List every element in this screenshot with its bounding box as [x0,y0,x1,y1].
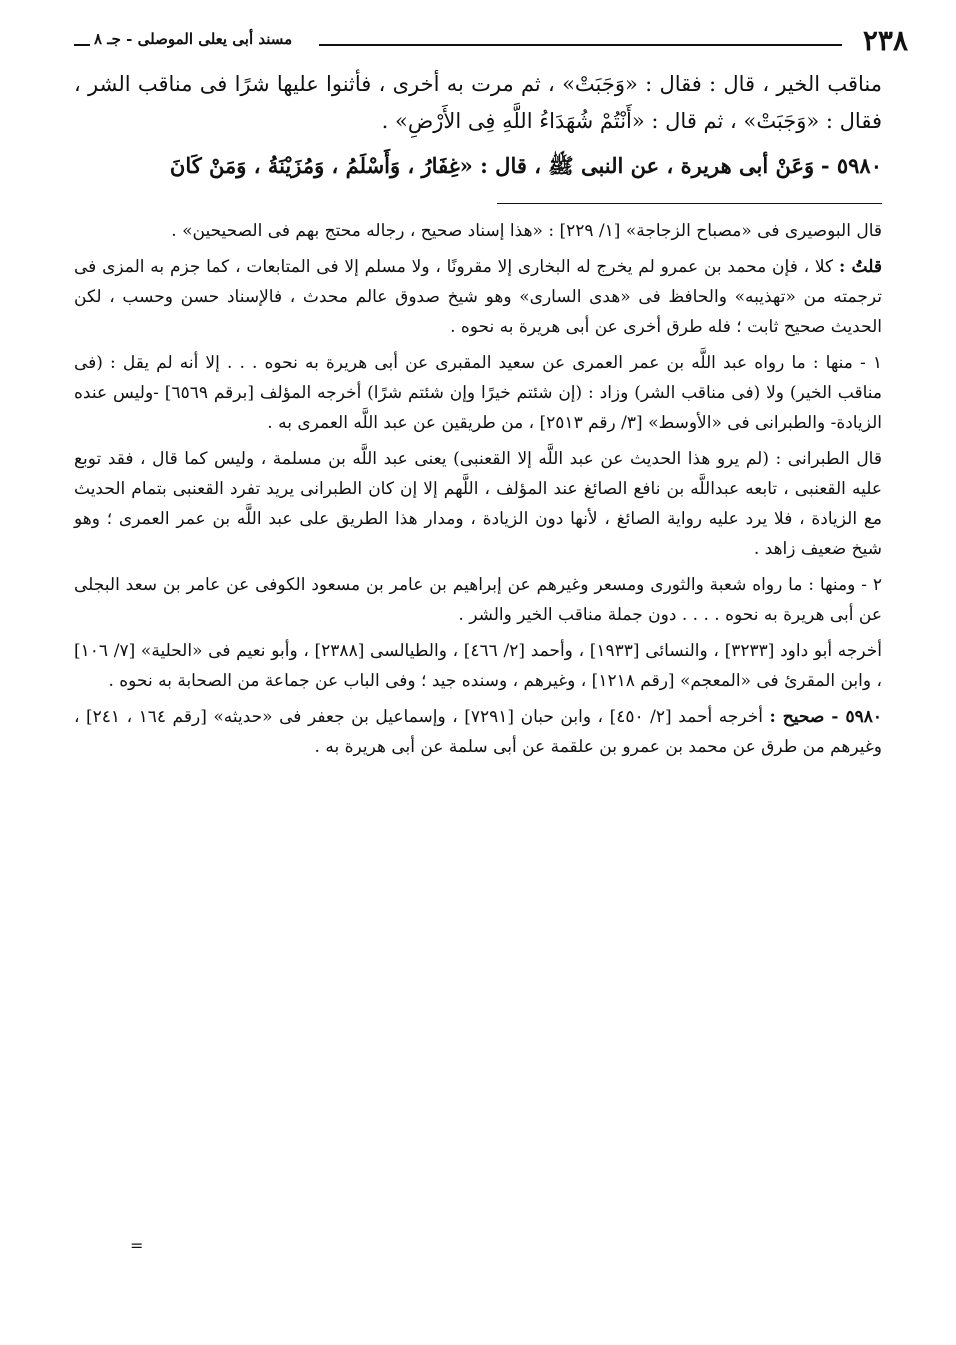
footnote-lead: ٥٩٨٠ - صحيح : [769,707,882,727]
header-rule [319,44,842,46]
footnote-paragraph: قال البوصيرى فى «مصباح الزجاجة» [١/ ٢٢٩] : «هذا إسناد صحيح ، رجاله محتج بهم فى الصحيحين» . [171,221,882,241]
book-title: مسند أبى يعلى الموصلى - جـ ٨ [94,30,293,48]
page [74,22,908,768]
footnotes [74,216,882,762]
footnote-paragraph [74,252,882,342]
hadith-number: ٥٩٨٠ - [820,153,882,178]
main-text [74,66,882,185]
header-rule-end [74,44,90,46]
footnote-paragraph: أخرجه أبو داود [٣٢٣٣] ، والنسائى [١٩٣٣] ، وأحمد [٢/ ٤٦٦] ، والطيالسى [٢٣٨٨] ، وأبو نعيم فى «الحلية» [٧/ ١٠٦] ، وابن المقرئ فى «المعجم» [رقم ١٢١٨] ، وغيرهم ، وسنده جيد ؛ وفى الباب عن جماعة من الصحابة به نحوه . [74,641,883,691]
footnote-separator [497,203,882,204]
footnote-paragraph: ١ - منها : ما رواه عبد اللَّه بن عمر العمرى عن سعيد المقبرى عن أبى هريرة به نحوه . . . إلا أنه لم يقل : (فى مناقب الخير) ولا (فى مناقب الشر) وزاد : (إن شئتم خيرًا وإن شئتم شرًا) أخرجه المؤلف [برقم ٦٥٦٩] -وليس عنده الزيادة- والطبرانى فى «الأوسط» [٣/ رقم ٢٥١٣] ، من طريقين عن عبد اللَّه العمرى به . [74,353,883,433]
footnote-paragraph [74,702,882,762]
running-header [74,22,908,66]
hadith-text: وَعَنْ أبى هريرة ، عن النبى ﷺ ، قال : «غِفَارُ ، وَأَسْلَمُ ، وَمُزَيْنَةُ ، وَمَنْ كَانَ [169,153,815,178]
hadith-paragraph [74,147,882,185]
main-paragraph: مناقب الخير ، قال : فقال : «وَجَبَتْ» ، ثم مرت به أخرى ، فأثنوا عليها شرًا فى مناقب الشر ، فقال : «وَجَبَتْ» ، ثم قال : «أَنْتُمْ شُهَدَاءُ اللَّهِ فِى الأَرْضِ» . [74,72,882,133]
footnote-paragraph: قال الطبرانى : (لم يرو هذا الحديث عن عبد اللَّه إلا القعنبى) يعنى عبد اللَّه بن مسلمة ، وليس كما قال ، فقد توبع عليه القعنبى ، تابعه عبداللَّه بن نافع الصائغ عند المؤلف ، اللَّهم إلا إن كان الطبرانى يريد تفرد القعنبى بتمام الحديث مع الزيادة ، فلا يرد عليه رواية الصائغ ، لأنها دون الزيادة ، ومدار هذا الطريق على عبد اللَّه بن عمر العمرى ؛ وهو شيخ ضعيف زاهد . [74,449,882,559]
page-number: ٢٣٨ [862,24,908,57]
footnote-lead: قلتُ : [838,257,883,277]
continuation-mark: = [130,1236,144,1255]
footnote-text: أخرجه أحمد [٢/ ٤٥٠] ، وابن حبان [٧٢٩١] ، وإسماعيل بن جعفر فى «حديثه» [رقم ١٦٤ ، ٢٤١] ، وغيرهم من طرق عن محمد بن عمرو بن علقمة عن أبى سلمة عن أبى هريرة به . [74,707,882,757]
footnote-text: كلا ، فإن محمد بن عمرو لم يخرج له البخارى إلا مقرونًا ، ولا مسلم إلا فى المتابعات ، كما جزم به المزى فى ترجمته من «تهذيبه» والحافظ فى «هدى السارى» وهو شيخ صدوق عالم محدث ، فالإسناد حسن وحسب ، لكن الحديث صحيح ثابت ؛ فله طرق أخرى عن أبى هريرة به نحوه . [74,257,882,337]
footnote-paragraph: ٢ - ومنها : ما رواه شعبة والثورى ومسعر وغيرهم عن إبراهيم بن عامر بن مسعود الكوفى عن عامر بن سعد البجلى عن أبى هريرة به نحوه . . . . دون جملة مناقب الخير والشر . [74,575,882,625]
